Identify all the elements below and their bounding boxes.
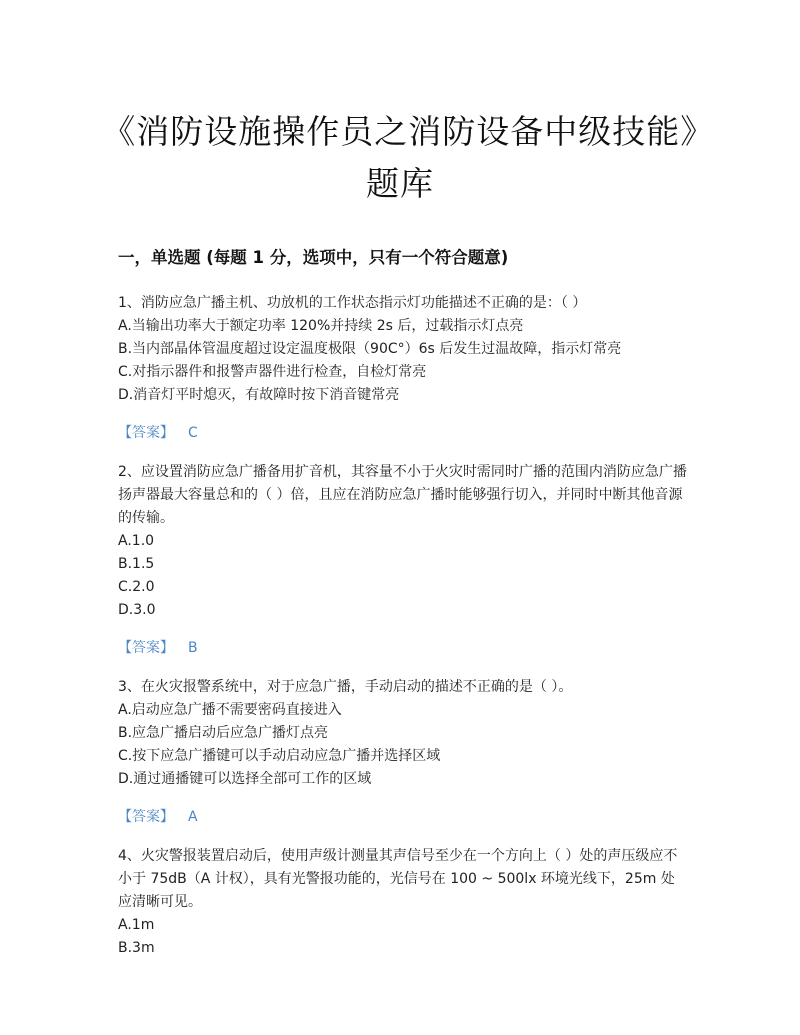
question-text: 3、在火灾报警系统中，对于应急广播，手动启动的描述不正确的是（ ）。	[118, 679, 573, 695]
answer-line	[118, 421, 688, 445]
option-b: B.3m	[118, 940, 155, 956]
question-item	[118, 292, 688, 445]
option-a: A.1m	[118, 917, 155, 933]
question-list	[118, 292, 688, 960]
option-d: D.消音灯平时熄灭，有故障时按下消音键常亮	[118, 387, 400, 403]
question-item	[118, 845, 688, 960]
question-item	[118, 461, 688, 660]
answer-line	[118, 636, 688, 660]
question-text: 4、火灾警报装置启动后，使用声级计测量其声信号至少在一个方向上（ ）处的声压级应不小于 75dB（A 计权），具有光警报功能的，光信号在 100 ~ 500lx 环境光线下，25m 处应清晰可见。	[118, 848, 678, 910]
answer-tag: 【答案】	[118, 809, 174, 825]
option-a: A.启动应急广播不需要密码直接进入	[118, 702, 342, 718]
answer-line	[118, 805, 688, 829]
section-heading: 一，单选题 (每题 1 分，选项中，只有一个符合题意)	[118, 248, 509, 267]
answer-value: B	[188, 640, 198, 656]
option-b: B.1.5	[118, 556, 155, 572]
option-a: A.当输出功率大于额定功率 120%并持续 2s 后，过载指示灯点亮	[118, 318, 524, 334]
answer-value: C	[188, 425, 198, 441]
question-item	[118, 676, 688, 829]
option-b: B.当内部晶体管温度超过设定温度极限（90C°）6s 后发生过温故障，指示灯常亮	[118, 341, 622, 357]
option-d: D.通过通播键可以选择全部可工作的区域	[118, 771, 372, 787]
option-a: A.1.0	[118, 533, 155, 549]
option-c: C.2.0	[118, 579, 155, 595]
answer-value: A	[188, 809, 198, 825]
document-title: 《消防设施操作员之消防设备中级技能》题库	[102, 112, 698, 203]
question-text: 2、应设置消防应急广播备用扩音机，其容量不小于火灾时需同时广播的范围内消防应急广播扬声器最大容量总和的（ ）倍，且应在消防应急广播时能够强行切入，并同时中断其他音源的传输。	[118, 464, 687, 526]
option-b: B.应急广播启动后应急广播灯点亮	[118, 725, 329, 741]
answer-tag: 【答案】	[118, 425, 174, 441]
option-c: C.对指示器件和报警声器件进行检查，自检灯常亮	[118, 364, 427, 380]
answer-tag: 【答案】	[118, 640, 174, 656]
option-c: C.按下应急广播键可以手动启动应急广播并选择区域	[118, 748, 441, 764]
question-text: 1、消防应急广播主机、功放机的工作状态指示灯功能描述不正确的是：（ ）	[118, 295, 587, 311]
option-d: D.3.0	[118, 602, 156, 618]
